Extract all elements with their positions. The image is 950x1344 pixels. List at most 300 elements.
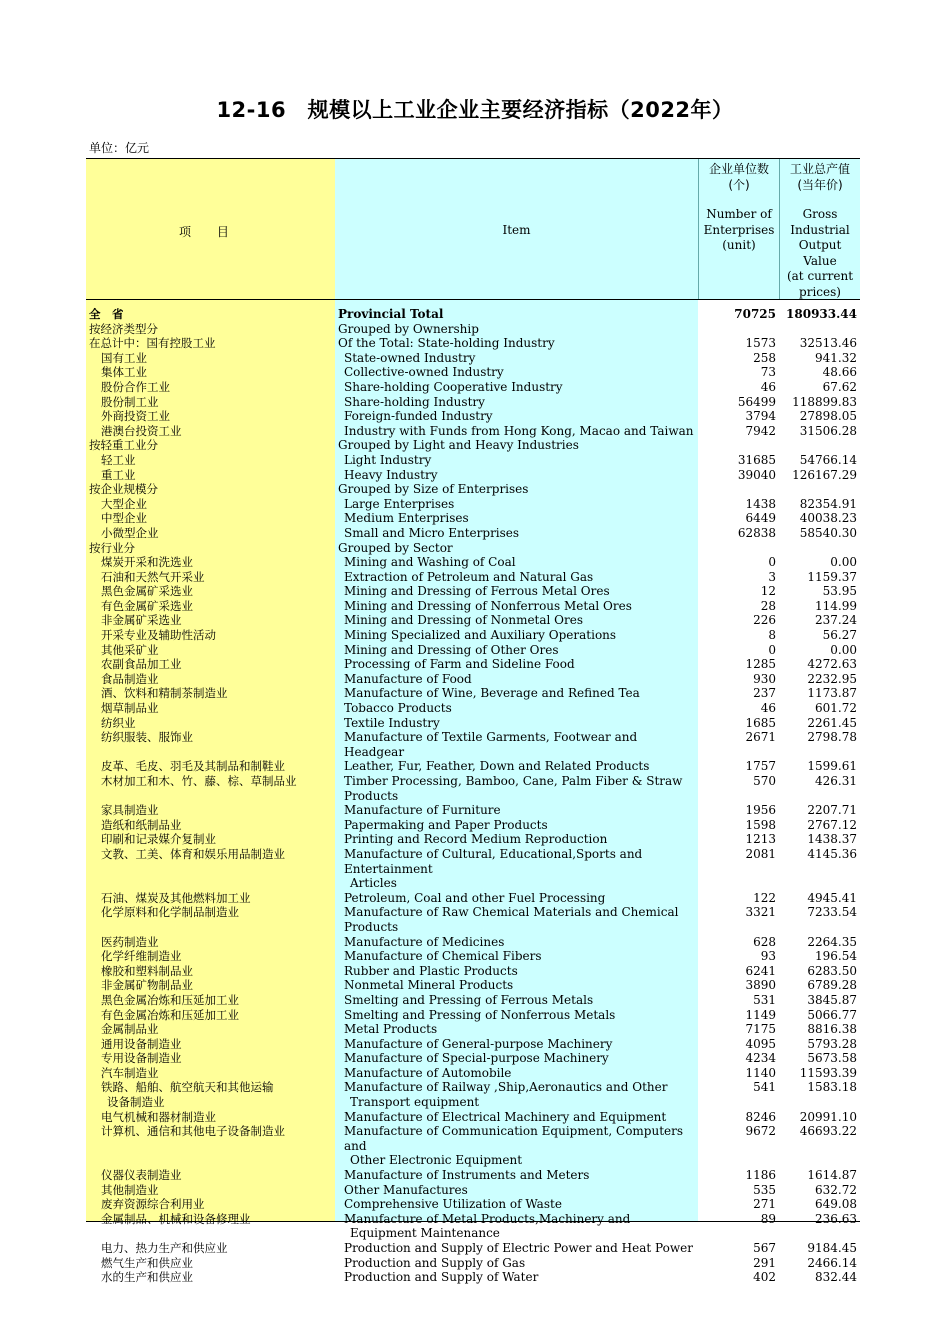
row-label-zh xyxy=(86,628,335,643)
row-label-zh xyxy=(86,438,335,453)
row-output-value-text: 82354.91 xyxy=(799,496,857,511)
row-enterprises xyxy=(698,380,779,395)
row-label-en xyxy=(335,336,698,351)
header-enterprises-zh: 企业单位数 (个) xyxy=(708,162,769,192)
row-enterprises xyxy=(698,905,779,934)
row-label-zh-text: 非金属矿物制品业 xyxy=(101,978,193,993)
row-label-zh xyxy=(86,395,335,410)
row-label-zh-text: 农副食品加工业 xyxy=(101,657,182,672)
table-row xyxy=(86,1051,860,1066)
row-label-en xyxy=(335,657,698,672)
row-output-value-text: 2207.71 xyxy=(807,803,857,818)
table-row xyxy=(86,1183,860,1198)
row-output-value-text: 118899.83 xyxy=(792,394,857,409)
row-enterprises-text: 6241 xyxy=(745,963,776,978)
header-item-en: Item xyxy=(502,223,531,237)
row-enterprises xyxy=(698,1241,779,1256)
row-label-en-text: Manufacture of Raw Chemical Materials and Chemical Products xyxy=(344,905,679,934)
row-enterprises xyxy=(698,759,779,774)
row-enterprises-text: 3321 xyxy=(745,905,776,920)
row-label-zh-text: 通用设备制造业 xyxy=(101,1036,182,1051)
row-label-en-text: Nonmetal Mineral Products xyxy=(344,978,514,993)
row-label-zh-text: 石油和天然气开采业 xyxy=(101,569,205,584)
row-enterprises xyxy=(698,935,779,950)
row-label-zh-text: 有色金属冶炼和压延加工业 xyxy=(101,1007,239,1022)
row-label-en xyxy=(335,759,698,774)
row-label-zh xyxy=(86,949,335,964)
row-label-zh-text: 石油、煤炭及其他燃料加工业 xyxy=(101,890,251,905)
row-label-en-text: Manufacture of Food xyxy=(344,671,472,686)
row-output-value xyxy=(779,1241,860,1256)
row-enterprises xyxy=(698,1183,779,1198)
row-label-zh-text: 中型企业 xyxy=(101,511,147,526)
row-label-en-text: Foreign-funded Industry xyxy=(344,409,493,424)
row-label-zh xyxy=(86,1124,335,1168)
row-label-zh xyxy=(86,526,335,541)
row-label-en xyxy=(335,891,698,906)
row-output-value-text: 5066.77 xyxy=(807,1007,857,1022)
row-enterprises-text: 402 xyxy=(753,1270,776,1285)
row-output-value xyxy=(779,730,860,759)
table-row xyxy=(86,1022,860,1037)
row-output-value xyxy=(779,322,860,337)
row-label-en-text: Provincial Total xyxy=(338,307,444,321)
row-output-value-text: 180933.44 xyxy=(786,307,857,321)
row-label-en-text: Manufacture of Textile Garments, Footwear and Headgear xyxy=(344,730,638,759)
table-body xyxy=(86,300,860,1285)
row-enterprises-text: 226 xyxy=(753,613,776,628)
row-label-en-text: Leather, Fur, Feather, Down and Related Products xyxy=(344,759,650,774)
header-output-zh: 工业总产值 (当年价) xyxy=(789,162,850,192)
table-row xyxy=(86,453,860,468)
row-output-value-text: 126167.29 xyxy=(792,467,857,482)
table-row xyxy=(86,365,860,380)
row-label-zh xyxy=(86,935,335,950)
row-output-value xyxy=(779,1256,860,1271)
row-label-en xyxy=(335,351,698,366)
row-label-zh xyxy=(86,818,335,833)
table-row xyxy=(86,1008,860,1023)
table-row xyxy=(86,1168,860,1183)
table-row xyxy=(86,628,860,643)
row-output-value-text: 58540.30 xyxy=(799,525,857,540)
row-label-zh-text: 在总计中：国有控股工业 xyxy=(89,336,216,351)
row-enterprises-text: 3890 xyxy=(745,978,776,993)
row-label-en xyxy=(335,541,698,556)
row-label-en-text: Share-holding Cooperative Industry xyxy=(344,379,563,394)
row-output-value xyxy=(779,803,860,818)
row-label-zh xyxy=(86,1051,335,1066)
row-label-zh-text: 非金属矿采选业 xyxy=(101,613,182,628)
row-enterprises-text: 9672 xyxy=(745,1124,776,1139)
row-label-en xyxy=(335,526,698,541)
table-row xyxy=(86,322,860,337)
row-label-en xyxy=(335,803,698,818)
row-enterprises xyxy=(698,964,779,979)
row-output-value-text: 54766.14 xyxy=(799,452,857,467)
row-enterprises-text: 930 xyxy=(753,671,776,686)
row-label-zh-text: 金属制品业 xyxy=(101,1022,159,1037)
row-enterprises xyxy=(698,1124,779,1168)
row-label-en-text: Manufacture of Wine, Beverage and Refined Tea xyxy=(344,686,640,701)
row-output-value xyxy=(779,1080,860,1109)
row-label-en-text: Mining and Washing of Coal xyxy=(344,555,516,570)
row-enterprises xyxy=(698,570,779,585)
row-label-en-text: Processing of Farm and Sideline Food xyxy=(344,657,575,672)
row-label-en xyxy=(335,716,698,731)
row-output-value-text: 632.72 xyxy=(815,1182,857,1197)
row-label-en xyxy=(335,497,698,512)
row-label-en-text: Metal Products xyxy=(344,1022,438,1037)
header-item-zh-cell xyxy=(86,159,335,299)
row-label-en xyxy=(335,482,698,497)
row-enterprises-text: 6449 xyxy=(745,511,776,526)
row-enterprises xyxy=(698,978,779,993)
row-output-value xyxy=(779,1022,860,1037)
row-enterprises xyxy=(698,891,779,906)
row-label-en-text: Manufacture of Railway ,Ship,Aeronautics and Other xyxy=(344,1080,668,1095)
table-row xyxy=(86,570,860,585)
row-enterprises-text: 56499 xyxy=(737,394,776,409)
row-label-zh xyxy=(86,716,335,731)
row-output-value xyxy=(779,1124,860,1168)
row-label-zh xyxy=(86,555,335,570)
row-enterprises-text: 1149 xyxy=(745,1007,776,1022)
row-enterprises-text: 1685 xyxy=(745,715,776,730)
table-row xyxy=(86,701,860,716)
row-output-value xyxy=(779,497,860,512)
row-label-zh-text: 纺织业 xyxy=(101,715,136,730)
row-label-en xyxy=(335,935,698,950)
row-label-en-text: Mining Specialized and Auxiliary Operations xyxy=(344,628,617,643)
row-label-zh xyxy=(86,803,335,818)
row-label-en xyxy=(335,1197,698,1212)
row-label-en-text: Petroleum, Coal and other Fuel Processing xyxy=(344,890,606,905)
row-label-en-text: Small and Micro Enterprises xyxy=(344,525,520,540)
row-enterprises-text: 0 xyxy=(768,555,776,570)
row-label-en-text: Manufacture of Communication Equipment, Computers and xyxy=(344,1124,684,1153)
row-label-en-text: Printing and Record Medium Reproduction xyxy=(344,832,608,847)
row-label-en xyxy=(335,993,698,1008)
row-enterprises xyxy=(698,847,779,891)
row-output-value xyxy=(779,570,860,585)
row-enterprises-text: 531 xyxy=(753,992,776,1007)
row-label-en xyxy=(335,1183,698,1198)
row-output-value-text: 2261.45 xyxy=(807,715,857,730)
table-row xyxy=(86,759,860,774)
row-output-value-text: 20991.10 xyxy=(799,1109,857,1124)
table-row xyxy=(86,993,860,1008)
row-label-en-text: Smelting and Pressing of Nonferrous Metals xyxy=(344,1007,616,1022)
table-row xyxy=(86,672,860,687)
row-enterprises xyxy=(698,424,779,439)
row-label-en-text: Manufacture of Special-purpose Machinery xyxy=(344,1051,609,1066)
row-label-en-continuation: Transport equipment xyxy=(350,1095,480,1110)
row-label-zh xyxy=(86,993,335,1008)
row-enterprises xyxy=(698,657,779,672)
row-label-zh-text: 家具制造业 xyxy=(101,803,159,818)
row-output-value xyxy=(779,993,860,1008)
row-output-value xyxy=(779,701,860,716)
row-output-value xyxy=(779,365,860,380)
row-label-zh xyxy=(86,891,335,906)
row-label-zh-text: 化学原料和化学制品制造业 xyxy=(101,905,239,920)
row-label-zh-text: 小微型企业 xyxy=(101,525,159,540)
row-output-value xyxy=(779,307,860,322)
row-label-zh-text: 集体工业 xyxy=(101,365,147,380)
row-output-value xyxy=(779,905,860,934)
row-enterprises xyxy=(698,803,779,818)
row-label-en xyxy=(335,409,698,424)
row-enterprises xyxy=(698,949,779,964)
row-output-value-text: 0.00 xyxy=(830,555,857,570)
row-label-en-text: Manufacture of Metal Products,Machinery and xyxy=(344,1211,631,1226)
table-row xyxy=(86,657,860,672)
header-enterprises xyxy=(698,159,779,299)
row-enterprises-text: 258 xyxy=(753,350,776,365)
row-output-value xyxy=(779,511,860,526)
row-output-value-text: 941.32 xyxy=(815,350,857,365)
table-row xyxy=(86,1066,860,1081)
row-label-zh xyxy=(86,1197,335,1212)
row-label-en-text: Grouped by Ownership xyxy=(338,321,479,336)
row-label-zh xyxy=(86,336,335,351)
row-label-zh-text: 医药制造业 xyxy=(101,934,159,949)
row-label-zh-text: 酒、饮料和精制茶制造业 xyxy=(101,686,228,701)
row-enterprises-text: 271 xyxy=(753,1197,776,1212)
row-enterprises-text: 4095 xyxy=(745,1036,776,1051)
table-row xyxy=(86,891,860,906)
row-output-value-text: 40038.23 xyxy=(799,511,857,526)
row-enterprises xyxy=(698,1212,779,1241)
row-enterprises-text: 3794 xyxy=(745,409,776,424)
row-output-value xyxy=(779,1270,860,1285)
row-label-zh xyxy=(86,730,335,759)
row-label-en-text: State-owned Industry xyxy=(344,350,476,365)
row-label-en-continuation: Articles xyxy=(350,876,397,891)
header-output-value xyxy=(779,159,860,299)
row-output-value xyxy=(779,395,860,410)
row-output-value-text: 6789.28 xyxy=(807,978,857,993)
row-label-zh-text: 电气机械和器材制造业 xyxy=(101,1109,216,1124)
row-enterprises xyxy=(698,1022,779,1037)
row-label-zh xyxy=(86,1022,335,1037)
row-enterprises-text: 3 xyxy=(768,569,776,584)
row-enterprises xyxy=(698,628,779,643)
row-label-zh-text: 废弃资源综合利用业 xyxy=(101,1197,205,1212)
table-row xyxy=(86,1270,860,1285)
row-enterprises xyxy=(698,468,779,483)
row-label-en xyxy=(335,468,698,483)
row-output-value xyxy=(779,964,860,979)
table-row xyxy=(86,307,860,322)
table-row xyxy=(86,395,860,410)
table-row xyxy=(86,555,860,570)
row-label-en-continuation: Equipment Maintenance xyxy=(350,1226,500,1241)
table-row xyxy=(86,336,860,351)
row-label-zh xyxy=(86,643,335,658)
row-output-value xyxy=(779,1066,860,1081)
table-row xyxy=(86,774,860,803)
row-output-value-text: 114.99 xyxy=(815,598,857,613)
row-enterprises xyxy=(698,1270,779,1285)
row-output-value xyxy=(779,1212,860,1241)
row-output-value-text: 4945.41 xyxy=(807,890,857,905)
row-label-en-text: Mining and Dressing of Nonmetal Ores xyxy=(344,613,584,628)
row-enterprises xyxy=(698,1256,779,1271)
row-label-en xyxy=(335,1022,698,1037)
table-row xyxy=(86,730,860,759)
row-enterprises-text: 570 xyxy=(753,774,776,788)
row-label-en xyxy=(335,964,698,979)
row-label-en xyxy=(335,380,698,395)
row-label-zh xyxy=(86,1168,335,1183)
row-enterprises xyxy=(698,1066,779,1081)
row-output-value-text: 1599.61 xyxy=(807,759,857,774)
row-output-value-text: 237.24 xyxy=(815,613,857,628)
row-output-value-text: 6283.50 xyxy=(807,963,857,978)
row-label-en-text: Mining and Dressing of Other Ores xyxy=(344,642,559,657)
row-output-value-text: 1583.18 xyxy=(807,1080,857,1095)
row-output-value xyxy=(779,468,860,483)
row-label-en xyxy=(335,307,698,322)
row-label-en-text: Extraction of Petroleum and Natural Gas xyxy=(344,569,594,584)
row-label-zh xyxy=(86,1066,335,1081)
table-row xyxy=(86,438,860,453)
row-label-en-text: Manufacture of Cultural, Educational,Sports and Entertainment xyxy=(344,846,643,876)
row-label-zh xyxy=(86,1212,335,1241)
row-label-en xyxy=(335,672,698,687)
row-output-value-text: 3845.87 xyxy=(807,992,857,1007)
row-output-value-text: 4145.36 xyxy=(807,846,857,861)
row-label-en-text: Tobacco Products xyxy=(344,701,452,716)
row-label-en-text: Production and Supply of Water xyxy=(344,1270,539,1285)
row-output-value xyxy=(779,978,860,993)
row-label-zh-text: 汽车制造业 xyxy=(101,1065,159,1080)
row-enterprises xyxy=(698,409,779,424)
row-label-en-text: Industry with Funds from Hong Kong, Macao and Taiwan xyxy=(344,423,694,438)
row-enterprises xyxy=(698,497,779,512)
row-enterprises-text: 1213 xyxy=(745,832,776,847)
row-label-zh xyxy=(86,847,335,891)
row-label-en xyxy=(335,905,698,934)
row-output-value xyxy=(779,847,860,891)
table-row xyxy=(86,380,860,395)
table-row xyxy=(86,643,860,658)
row-label-en xyxy=(335,701,698,716)
row-label-en-text: Manufacture of Chemical Fibers xyxy=(344,949,542,964)
row-enterprises-text: 89 xyxy=(760,1211,776,1226)
row-enterprises xyxy=(698,993,779,1008)
row-output-value-text: 2767.12 xyxy=(807,817,857,832)
row-enterprises-text: 1757 xyxy=(745,759,776,774)
row-label-zh xyxy=(86,1037,335,1052)
row-label-en xyxy=(335,1256,698,1271)
row-enterprises-text: 541 xyxy=(753,1080,776,1095)
row-label-zh-text: 全 省 xyxy=(89,307,124,321)
row-enterprises-text: 0 xyxy=(768,642,776,657)
row-label-zh xyxy=(86,511,335,526)
row-label-zh-text: 按经济类型分 xyxy=(89,321,158,336)
row-enterprises-text: 39040 xyxy=(737,467,776,482)
row-label-en xyxy=(335,438,698,453)
table-row xyxy=(86,351,860,366)
row-enterprises xyxy=(698,555,779,570)
row-enterprises-text: 7175 xyxy=(745,1022,776,1037)
row-enterprises xyxy=(698,1051,779,1066)
row-output-value-text: 7233.54 xyxy=(807,905,857,920)
row-output-value xyxy=(779,818,860,833)
row-label-en-text: Grouped by Size of Enterprises xyxy=(338,482,529,497)
row-output-value-text: 5673.58 xyxy=(807,1051,857,1066)
row-label-en xyxy=(335,628,698,643)
row-label-zh-text: 橡胶和塑料制品业 xyxy=(101,963,193,978)
row-output-value-text: 2264.35 xyxy=(807,934,857,949)
row-output-value xyxy=(779,380,860,395)
row-label-zh-text: 按企业规模分 xyxy=(89,482,158,497)
row-enterprises-text: 31685 xyxy=(737,452,776,467)
row-output-value-text: 4272.63 xyxy=(807,657,857,672)
table-row xyxy=(86,803,860,818)
row-label-en xyxy=(335,774,698,803)
row-label-zh-text: 烟草制品业 xyxy=(101,701,159,716)
row-enterprises xyxy=(698,1110,779,1125)
row-label-en xyxy=(335,832,698,847)
row-enterprises-text: 73 xyxy=(760,365,776,380)
row-label-en xyxy=(335,1124,698,1168)
row-output-value xyxy=(779,949,860,964)
row-enterprises-text: 46 xyxy=(760,379,776,394)
row-output-value xyxy=(779,628,860,643)
row-label-en-text: Manufacture of Electrical Machinery and Equipment xyxy=(344,1109,667,1124)
row-label-zh-text: 仪器仪表制造业 xyxy=(101,1168,182,1183)
row-enterprises xyxy=(698,453,779,468)
row-label-zh xyxy=(86,1110,335,1125)
header-item-zh: 项 目 xyxy=(179,225,229,239)
row-enterprises xyxy=(698,832,779,847)
row-output-value-text: 649.08 xyxy=(815,1197,857,1212)
row-output-value xyxy=(779,716,860,731)
row-label-en xyxy=(335,1241,698,1256)
row-output-value xyxy=(779,672,860,687)
table-row xyxy=(86,818,860,833)
row-output-value-text: 11593.39 xyxy=(799,1065,857,1080)
row-output-value-text: 196.54 xyxy=(815,949,857,964)
row-label-zh-text: 化学纤维制造业 xyxy=(101,949,182,964)
row-label-en xyxy=(335,511,698,526)
row-label-en xyxy=(335,322,698,337)
row-output-value xyxy=(779,1197,860,1212)
table-row xyxy=(86,1241,860,1256)
table-row xyxy=(86,584,860,599)
row-label-zh xyxy=(86,322,335,337)
row-enterprises-text: 1438 xyxy=(745,496,776,511)
row-label-en-text: Share-holding Industry xyxy=(344,394,485,409)
row-output-value xyxy=(779,526,860,541)
row-label-zh xyxy=(86,1183,335,1198)
row-label-en-text: Comprehensive Utilization of Waste xyxy=(344,1197,562,1212)
row-output-value xyxy=(779,1008,860,1023)
row-label-zh-continuation: 设备制造业 xyxy=(107,1095,165,1110)
row-label-zh-text: 黑色金属矿采选业 xyxy=(101,584,193,599)
row-enterprises xyxy=(698,774,779,803)
row-label-en xyxy=(335,949,698,964)
row-output-value-text: 8816.38 xyxy=(807,1022,857,1037)
row-output-value-text: 5793.28 xyxy=(807,1036,857,1051)
row-label-zh xyxy=(86,1008,335,1023)
row-output-value-text: 27898.05 xyxy=(799,409,857,424)
row-label-zh xyxy=(86,570,335,585)
